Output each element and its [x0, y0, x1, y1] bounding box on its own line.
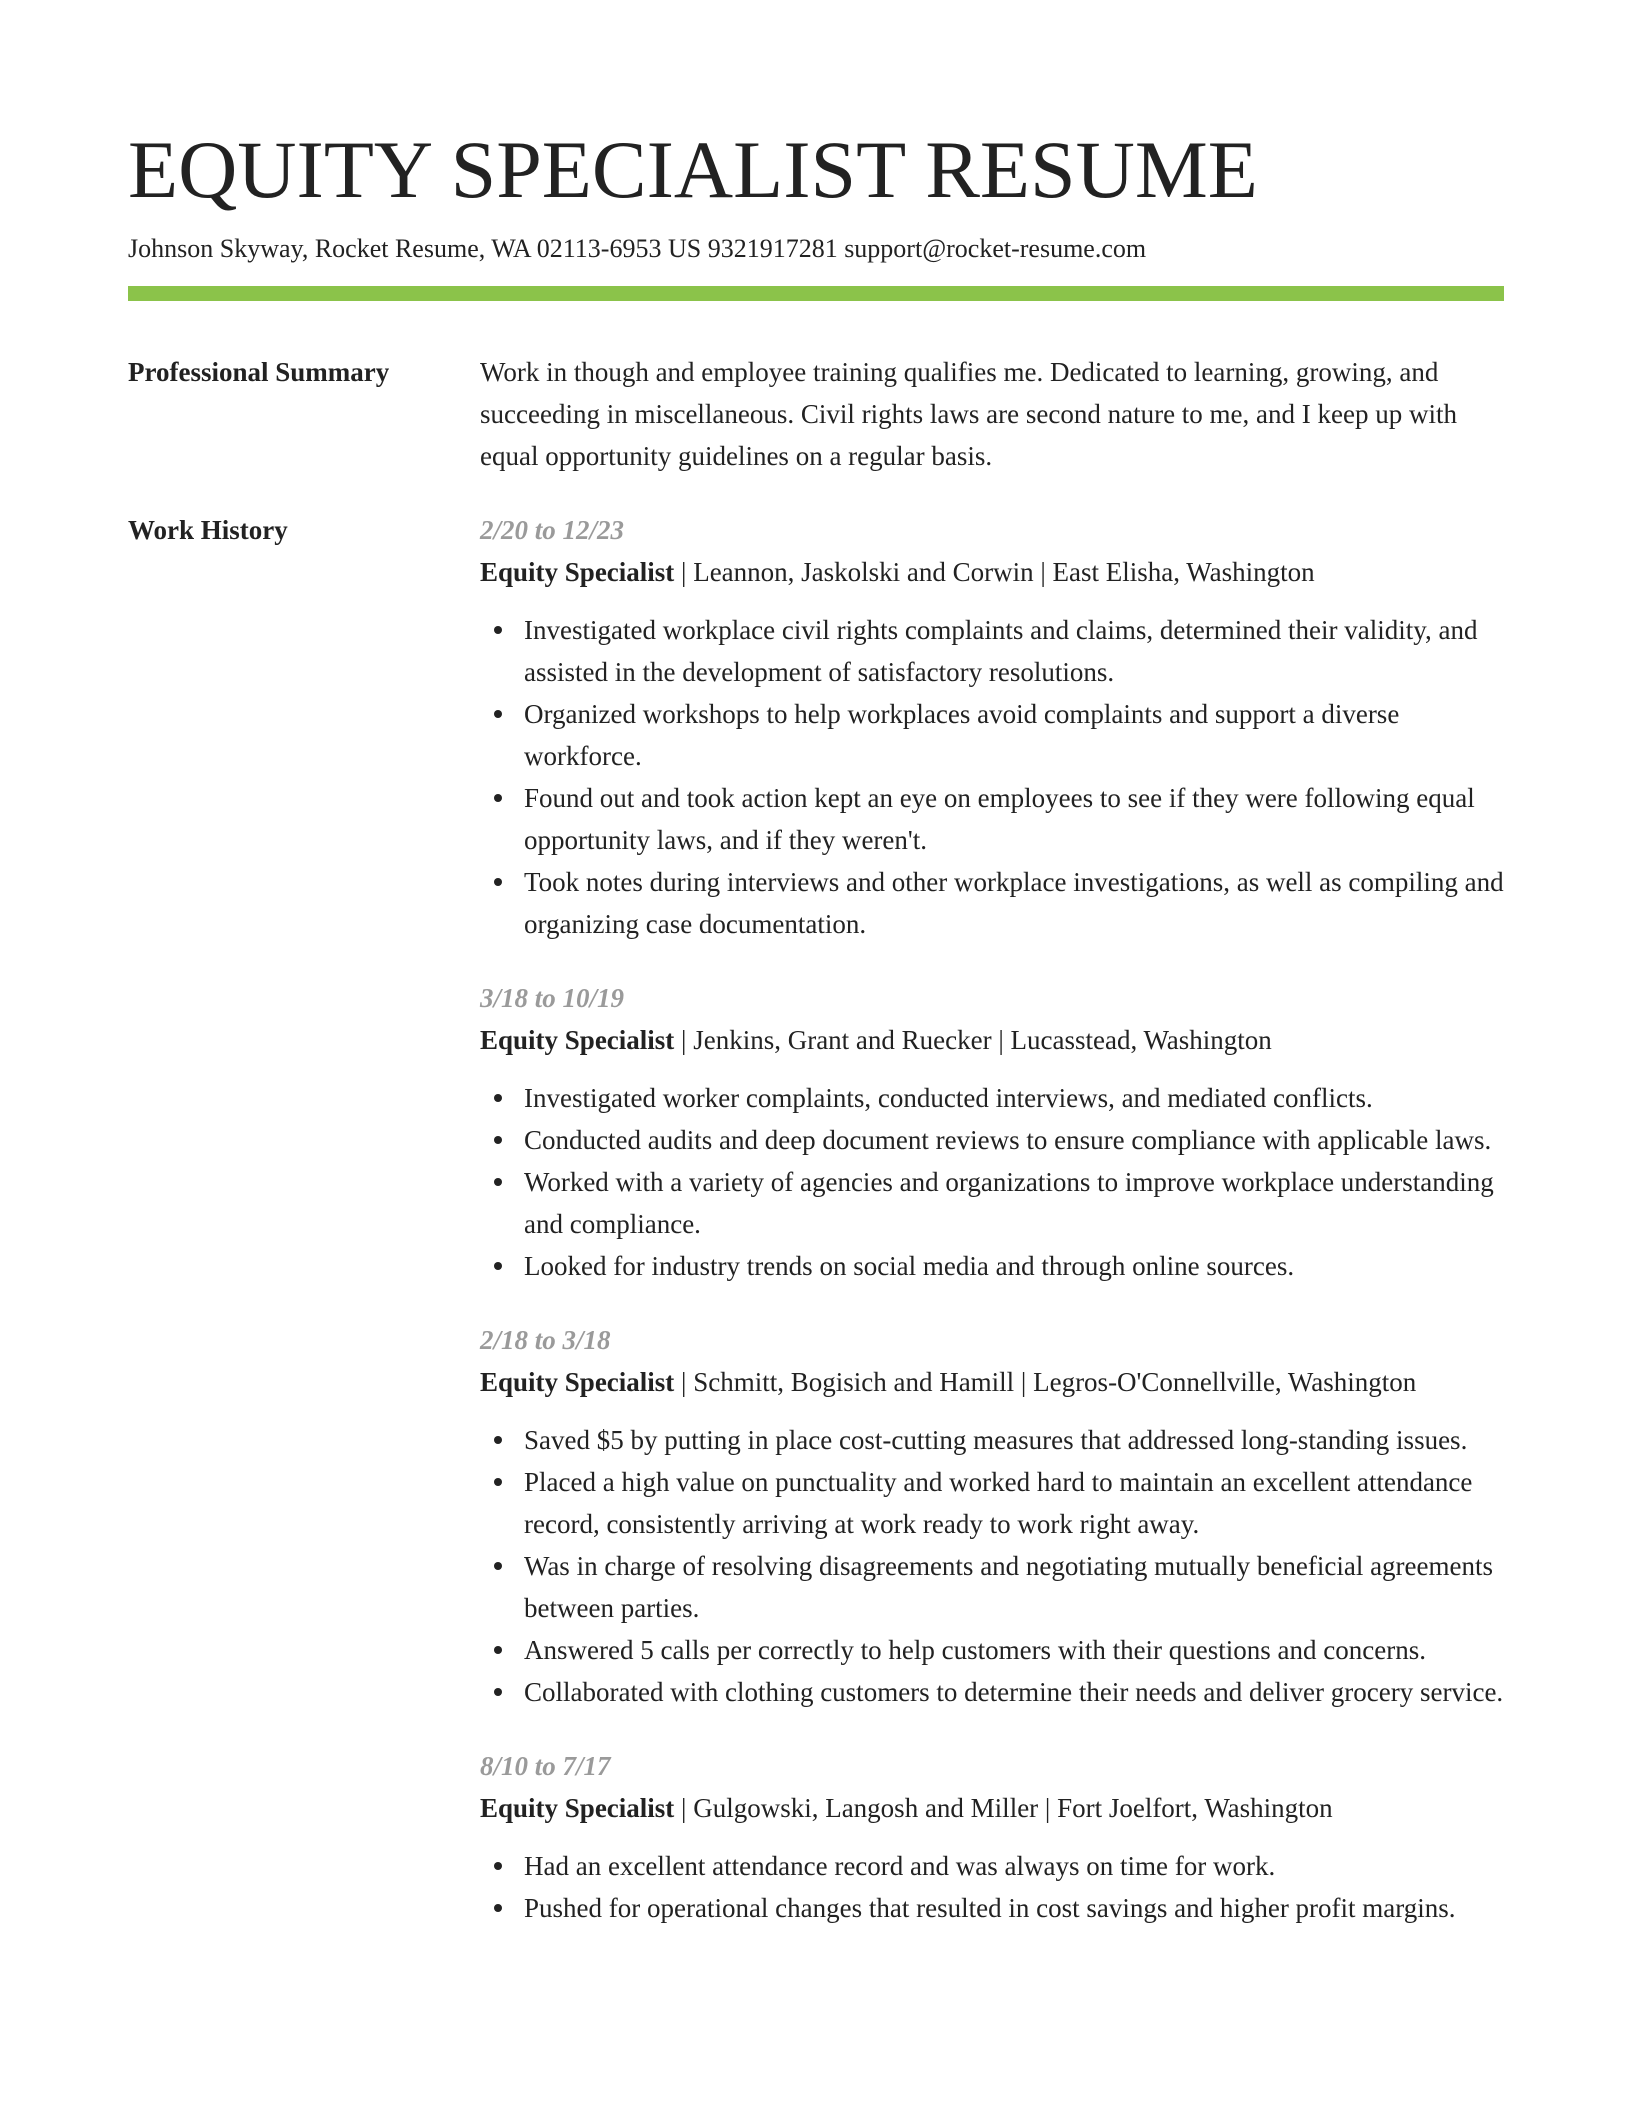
bullet-text: Saved $5 by putting in place cost-cutting measures that addressed long-standing issues. — [524, 1425, 1468, 1455]
work-history-body — [480, 509, 1504, 1961]
bullet-dot-icon — [494, 1862, 502, 1870]
bullet-dot-icon — [494, 1094, 502, 1102]
job-dates: 3/18 to 10/19 — [480, 983, 625, 1013]
job-title: Equity Specialist — [480, 1025, 675, 1055]
job-bullet-list — [480, 609, 1504, 945]
bullet-dot-icon — [494, 1904, 502, 1912]
job-heading — [480, 1361, 1504, 1403]
job-title: Equity Specialist — [480, 1793, 675, 1823]
job-company-location: | Leannon, Jaskolski and Corwin | East Elisha, Washington — [674, 557, 1315, 587]
job-bullet-list — [480, 1077, 1504, 1287]
bullet-text: Found out and took action kept an eye on employees to see if they were following equal opportunity laws, and if they weren't. — [524, 783, 1475, 855]
bullet-dot-icon — [494, 1136, 502, 1144]
bullet-dot-icon — [494, 1436, 502, 1444]
bullet-text: Pushed for operational changes that resulted in cost savings and higher profit margins. — [524, 1893, 1456, 1923]
bullet-dot-icon — [494, 710, 502, 718]
list-item — [480, 1845, 1504, 1887]
job-entry — [480, 977, 1504, 1287]
list-item — [480, 1119, 1504, 1161]
job-entry — [480, 1319, 1504, 1713]
section-label-summary: Professional Summary — [128, 357, 390, 387]
list-item — [480, 1077, 1504, 1119]
job-bullet-list — [480, 1845, 1504, 1929]
job-bullet-list — [480, 1419, 1504, 1713]
job-dates: 2/18 to 3/18 — [480, 1325, 611, 1355]
bullet-text: Was in charge of resolving disagreements and negotiating mutually beneficial agreements between parties. — [524, 1551, 1494, 1623]
bullet-text: Took notes during interviews and other workplace investigations, as well as compiling and organizing case documentation. — [524, 867, 1504, 939]
summary-text: Work in though and employee training qualifies me. Dedicated to learning, growing, and succeeding in miscellaneous. Civil rights laws are second nature to me, and I keep up with equal opportunity guidelines on a regular basis. — [480, 357, 1457, 471]
list-item — [480, 861, 1504, 945]
header-divider — [128, 286, 1504, 301]
job-company-location: | Jenkins, Grant and Ruecker | Lucasstead, Washington — [674, 1025, 1272, 1055]
bullet-dot-icon — [494, 1262, 502, 1270]
job-title: Equity Specialist — [480, 1367, 675, 1397]
job-title: Equity Specialist — [480, 557, 675, 587]
bullet-dot-icon — [494, 1646, 502, 1654]
job-dates: 8/10 to 7/17 — [480, 1751, 611, 1781]
bullet-text: Placed a high value on punctuality and worked hard to maintain an excellent attendance record, consistently arriving at work ready to work right away. — [524, 1467, 1473, 1539]
contact-line: Johnson Skyway, Rocket Resume, WA 02113-6953 US 9321917281 support@rocket-resume.com — [128, 234, 1147, 263]
resume-title: EQUITY SPECIALIST RESUME — [128, 124, 1258, 215]
list-item — [480, 1887, 1504, 1929]
list-item — [480, 1671, 1504, 1713]
job-heading — [480, 1019, 1504, 1061]
bullet-text: Investigated worker complaints, conducted interviews, and mediated conflicts. — [524, 1083, 1373, 1113]
job-heading — [480, 551, 1504, 593]
list-item — [480, 693, 1504, 777]
list-item — [480, 609, 1504, 693]
job-dates: 2/20 to 12/23 — [480, 515, 625, 545]
list-item — [480, 777, 1504, 861]
summary-body — [480, 351, 1504, 477]
bullet-dot-icon — [494, 878, 502, 886]
job-company-location: | Schmitt, Bogisich and Hamill | Legros-O'Connellville, Washington — [674, 1367, 1417, 1397]
job-entry — [480, 1745, 1504, 1929]
job-company-location: | Gulgowski, Langosh and Miller | Fort Joelfort, Washington — [674, 1793, 1333, 1823]
bullet-text: Worked with a variety of agencies and organizations to improve workplace understanding and compliance. — [524, 1167, 1494, 1239]
job-entry — [480, 509, 1504, 945]
bullet-dot-icon — [494, 626, 502, 634]
job-heading — [480, 1787, 1504, 1829]
list-item — [480, 1545, 1504, 1629]
bullet-text: Conducted audits and deep document reviews to ensure compliance with applicable laws. — [524, 1125, 1492, 1155]
bullet-text: Had an excellent attendance record and was always on time for work. — [524, 1851, 1276, 1881]
bullet-dot-icon — [494, 1178, 502, 1186]
resume-page — [128, 118, 1504, 1961]
list-item — [480, 1419, 1504, 1461]
bullet-text: Organized workshops to help workplaces avoid complaints and support a diverse workforce. — [524, 699, 1400, 771]
bullet-text: Investigated workplace civil rights complaints and claims, determined their validity, and assisted in the development of satisfactory resolutions. — [524, 615, 1478, 687]
bullet-dot-icon — [494, 1688, 502, 1696]
section-label-work-history: Work History — [128, 515, 288, 545]
bullet-dot-icon — [494, 794, 502, 802]
professional-summary-section — [128, 351, 1504, 477]
work-history-section — [128, 509, 1504, 1961]
list-item — [480, 1161, 1504, 1245]
bullet-text: Answered 5 calls per correctly to help customers with their questions and concerns. — [524, 1635, 1426, 1665]
list-item — [480, 1629, 1504, 1671]
bullet-dot-icon — [494, 1562, 502, 1570]
list-item — [480, 1245, 1504, 1287]
bullet-text: Collaborated with clothing customers to determine their needs and deliver grocery service. — [524, 1677, 1504, 1707]
list-item — [480, 1461, 1504, 1545]
bullet-text: Looked for industry trends on social media and through online sources. — [524, 1251, 1295, 1281]
bullet-dot-icon — [494, 1478, 502, 1486]
